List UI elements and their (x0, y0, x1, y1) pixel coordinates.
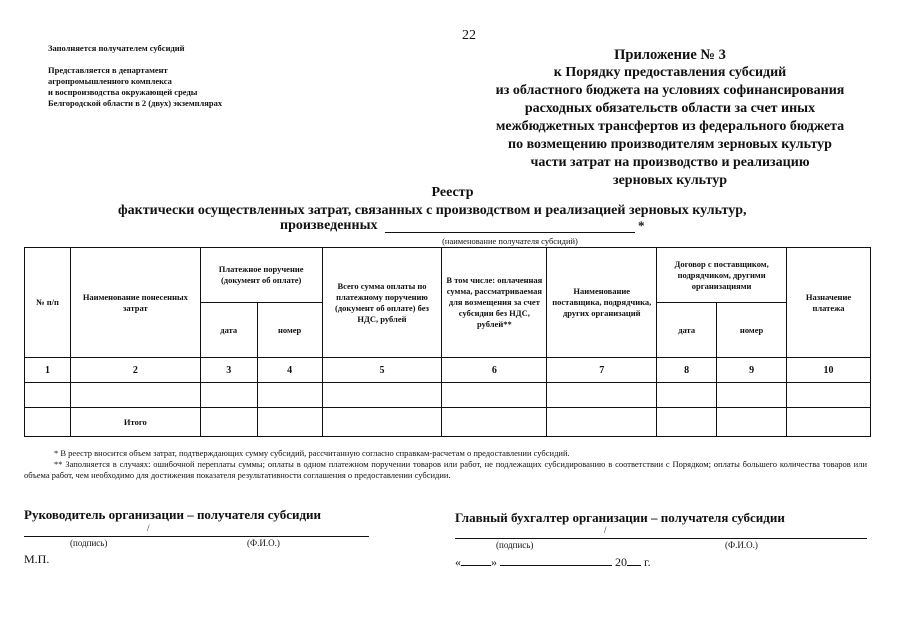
signature-separator: / (604, 525, 607, 535)
recipient-caption: (наименование получателя субсидий) (442, 236, 578, 246)
appendix-line: межбюджетных трансфертов из федерального бюджета (495, 119, 845, 134)
table-cell[interactable] (547, 408, 657, 437)
appendix-line: части затрат на производство и реализацию (530, 155, 810, 170)
date-field (455, 555, 651, 570)
table-cell[interactable] (200, 383, 257, 408)
note-line: агропромышленного комплекса (48, 76, 172, 86)
column-number: 4 (257, 358, 322, 383)
column-number-row (25, 358, 871, 383)
note-line: и воспроизводства окружающей среды (48, 87, 198, 97)
appendix-line: расходных обязательств области за счет иных (524, 101, 816, 116)
col-header-name: Наименование понесенных затрат (70, 248, 200, 358)
footnotes (24, 448, 867, 481)
appendix-line: из областного бюджета на условиях софинансирования (495, 83, 845, 98)
table-cell[interactable] (787, 408, 871, 437)
table-cell[interactable] (657, 408, 717, 437)
signature-separator: / (147, 523, 150, 533)
recipient-name-line[interactable] (385, 232, 635, 233)
appendix-title: Приложение № 3 (614, 47, 726, 63)
column-number: 2 (70, 358, 200, 383)
total-label: Итого (70, 408, 200, 437)
fio-caption: (Ф.И.О.) (247, 538, 280, 548)
accountant-signature-title: Главный бухгалтер организации – получателя субсидии (455, 510, 785, 525)
table-row (25, 383, 871, 408)
register-subtitle: фактически осуществленных затрат, связанных с производством и реализацией зерновых культур, (118, 203, 747, 218)
register-table (24, 247, 871, 437)
col-header-contract-number: номер (717, 303, 787, 358)
table-cell[interactable] (717, 383, 787, 408)
total-row (25, 408, 871, 437)
footnote-1: * В реестр вносится объем затрат, подтверждающих сумму субсидий, рассчитанную согласно справкам-расчетам о предоставлении субсидий. (54, 448, 570, 458)
table-cell[interactable] (787, 383, 871, 408)
table-cell[interactable] (257, 408, 322, 437)
col-header-total: Всего сумма оплаты по платежному поручению (документ об оплате) без НДС, рублей (322, 248, 442, 358)
table-cell[interactable] (200, 408, 257, 437)
sign-caption: (подпись) (70, 538, 108, 548)
date-quote-close: » (491, 555, 497, 569)
table-cell[interactable] (25, 383, 71, 408)
column-number: 3 (200, 358, 257, 383)
appendix-line: по возмещению производителям зерновых культур (508, 137, 832, 152)
accountant-signature-line[interactable] (455, 538, 867, 539)
month-blank[interactable] (500, 565, 612, 566)
note-line: Представляется в департамент (48, 65, 168, 75)
column-number: 1 (25, 358, 71, 383)
col-header-num: № п/п (25, 248, 71, 358)
head-signature-line[interactable] (24, 536, 369, 537)
date-quote-open: « (455, 555, 461, 569)
column-number: 7 (547, 358, 657, 383)
col-header-incl: В том числе: оплаченная сумма, рассматриваемая для возмещения за счет субсидии без НДС, рублей** (442, 248, 547, 358)
column-number: 6 (442, 358, 547, 383)
appendix-line: к Порядку предоставления субсидий (553, 65, 787, 80)
register-title: Реестр (431, 185, 474, 200)
page-number: 22 (462, 28, 476, 43)
column-number: 5 (322, 358, 442, 383)
column-number: 9 (717, 358, 787, 383)
note-line: Заполняется получателем субсидий (48, 43, 185, 53)
table-cell[interactable] (25, 408, 71, 437)
year-prefix: 20 (615, 555, 627, 569)
table-cell[interactable] (717, 408, 787, 437)
table-cell[interactable] (442, 408, 547, 437)
table-cell[interactable] (547, 383, 657, 408)
col-header-pay-date: дата (200, 303, 257, 358)
table-cell[interactable] (70, 383, 200, 408)
sign-caption: (подпись) (496, 540, 534, 550)
header-row (25, 248, 871, 303)
col-header-pay-number: номер (257, 303, 322, 358)
appendix-header (470, 46, 870, 190)
col-header-contract: Договор с поставщиком, подрядчиком, другими организациями (657, 248, 787, 303)
table-cell[interactable] (657, 383, 717, 408)
register-produced-label: произведенных (280, 218, 378, 233)
column-number: 8 (657, 358, 717, 383)
col-header-payment: Платежное поручение (документ об оплате) (200, 248, 322, 303)
year-suffix: г. (644, 555, 651, 569)
year-blank[interactable] (627, 565, 641, 566)
col-header-purpose: Назначение платежа (787, 248, 871, 358)
table-cell[interactable] (322, 408, 442, 437)
table-cell[interactable] (257, 383, 322, 408)
appendix-line: зерновых культур (612, 173, 728, 188)
col-header-contract-date: дата (657, 303, 717, 358)
footnote-star: * (638, 218, 645, 233)
column-number: 10 (787, 358, 871, 383)
note-line: Белгородской области в 2 (двух) экземплярах (48, 98, 223, 108)
table-cell[interactable] (322, 383, 442, 408)
head-signature-title: Руководитель организации – получателя субсидии (24, 507, 322, 522)
submission-note (48, 43, 222, 109)
footnote-2: ** Заполняется в случаях: ошибочной переплаты суммы; оплаты в одном платежном поручении товаров или работ, не подлежащих субсидированию в соответствии с Порядком; оплаты большего количества товаров или объема работ, чем необходимо для достижения показателя результативности соглашения о предоставлении субсидии. (24, 459, 867, 480)
col-header-supplier: Наименование поставщика, подрядчика, других организаций (547, 248, 657, 358)
day-blank[interactable] (461, 565, 491, 566)
fio-caption: (Ф.И.О.) (725, 540, 758, 550)
stamp-place: М.П. (24, 552, 50, 566)
table-cell[interactable] (442, 383, 547, 408)
